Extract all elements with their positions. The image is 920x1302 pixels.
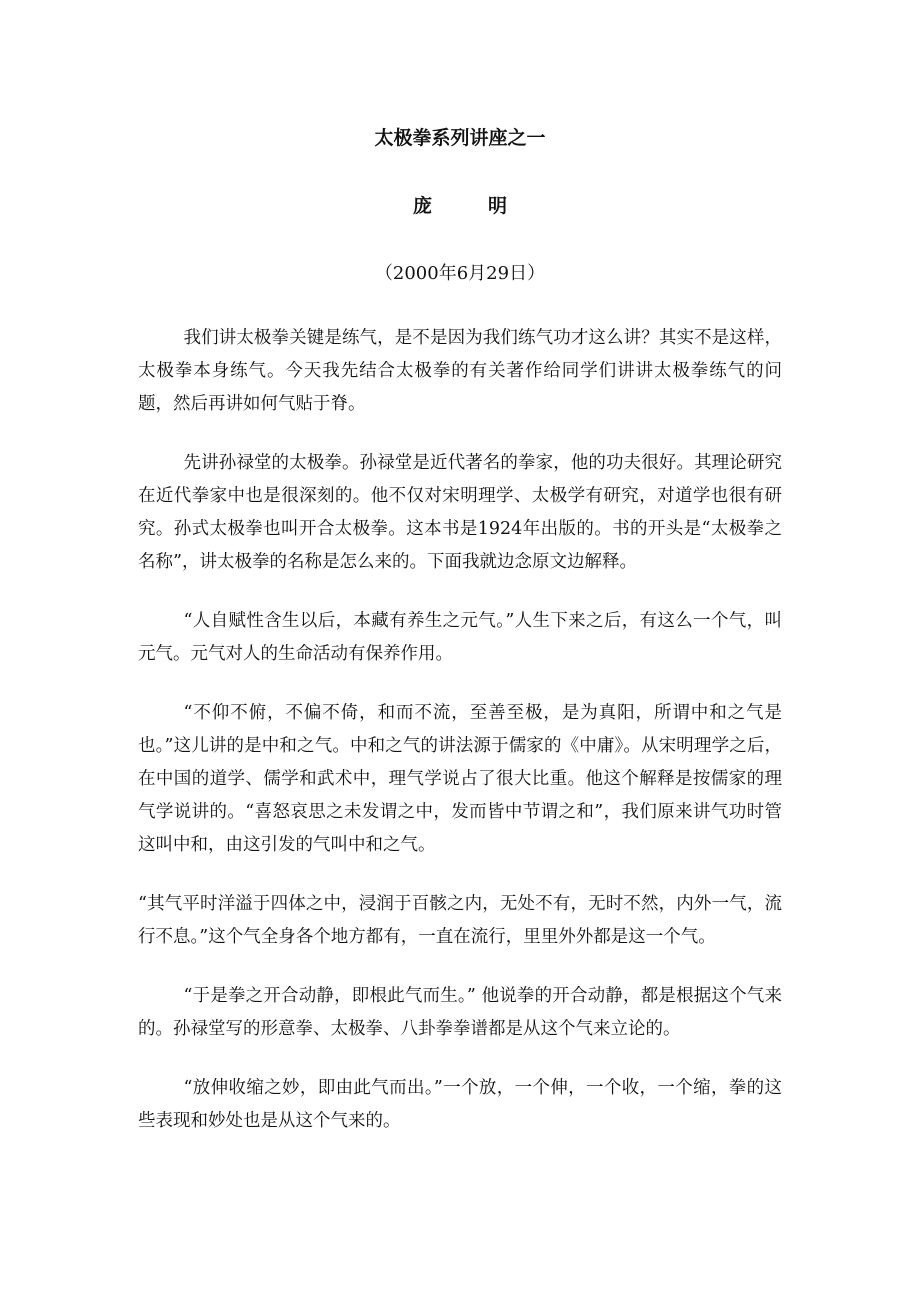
paragraph: “放伸收缩之妙，即由此气而出。”一个放，一个伸，一个收，一个缩，拳的这些表现和妙处也是从这个气来的。 bbox=[138, 1078, 782, 1131]
paragraph: 先讲孙禄堂的太极拳。孙禄堂是近代著名的拳家，他的功夫很好。其理论研究在近代拳家中也是很深刻的。他不仅对宋明理学、太极学有研究，对道学也很有研究。孙式太极拳也叫开合太极拳。这本书是1924年出版的。书的开头是“太极拳之名称”，讲太极拳的名称是怎么来的。下面我就边念原文边解释。 bbox=[138, 453, 782, 572]
author-name-first-char: 庞 bbox=[412, 195, 432, 217]
lecture-title: 太极拳系列讲座之一 bbox=[374, 127, 546, 149]
paragraph: “人自赋性含生以后，本藏有养生之元气。”人生下来之后，有这么一个气，叫元气。元气对人的生命活动有保养作用。 bbox=[138, 611, 782, 664]
paragraph: “于是拳之开合动静，即根此气而生。” 他说拳的开合动静，都是根据这个气来的。孙禄堂写的形意拳、太极拳、八卦拳拳谱都是从这个气来立论的。 bbox=[138, 986, 782, 1039]
paragraph: 我们讲太极拳关键是练气，是不是因为我们练气功才这么讲？其实不是这样，太极拳本身练气。今天我先结合太极拳的有关著作给同学们讲讲太极拳练气的问题，然后再讲如何气贴于脊。 bbox=[138, 328, 782, 414]
lecture-date: （2000年6月29日） bbox=[374, 263, 546, 284]
paragraph: “不仰不俯，不偏不倚，和而不流，至善至极，是为真阳，所谓中和之气是也。”这儿讲的是中和之气。中和之气的讲法源于儒家的《中庸》。从宋明理学之后，在中国的道学、儒学和武术中，理气学说占了很大比重。他这个解释是按儒家的理气学说讲的。“喜怒哀思之未发谓之中，发而皆中节谓之和”，我们原来讲气功时管这叫中和，由这引发的气叫中和之气。 bbox=[138, 703, 782, 855]
document-body bbox=[138, 322, 782, 1164]
paragraph: “其气平时洋溢于四体之中，浸润于百骸之内，无处不有，无时不然，内外一气，流行不息。”这个气全身各个地方都有，一直在流行，里里外外都是这一个气。 bbox=[138, 894, 782, 947]
author-name bbox=[0, 192, 920, 220]
author-name-second-char: 明 bbox=[488, 195, 508, 217]
